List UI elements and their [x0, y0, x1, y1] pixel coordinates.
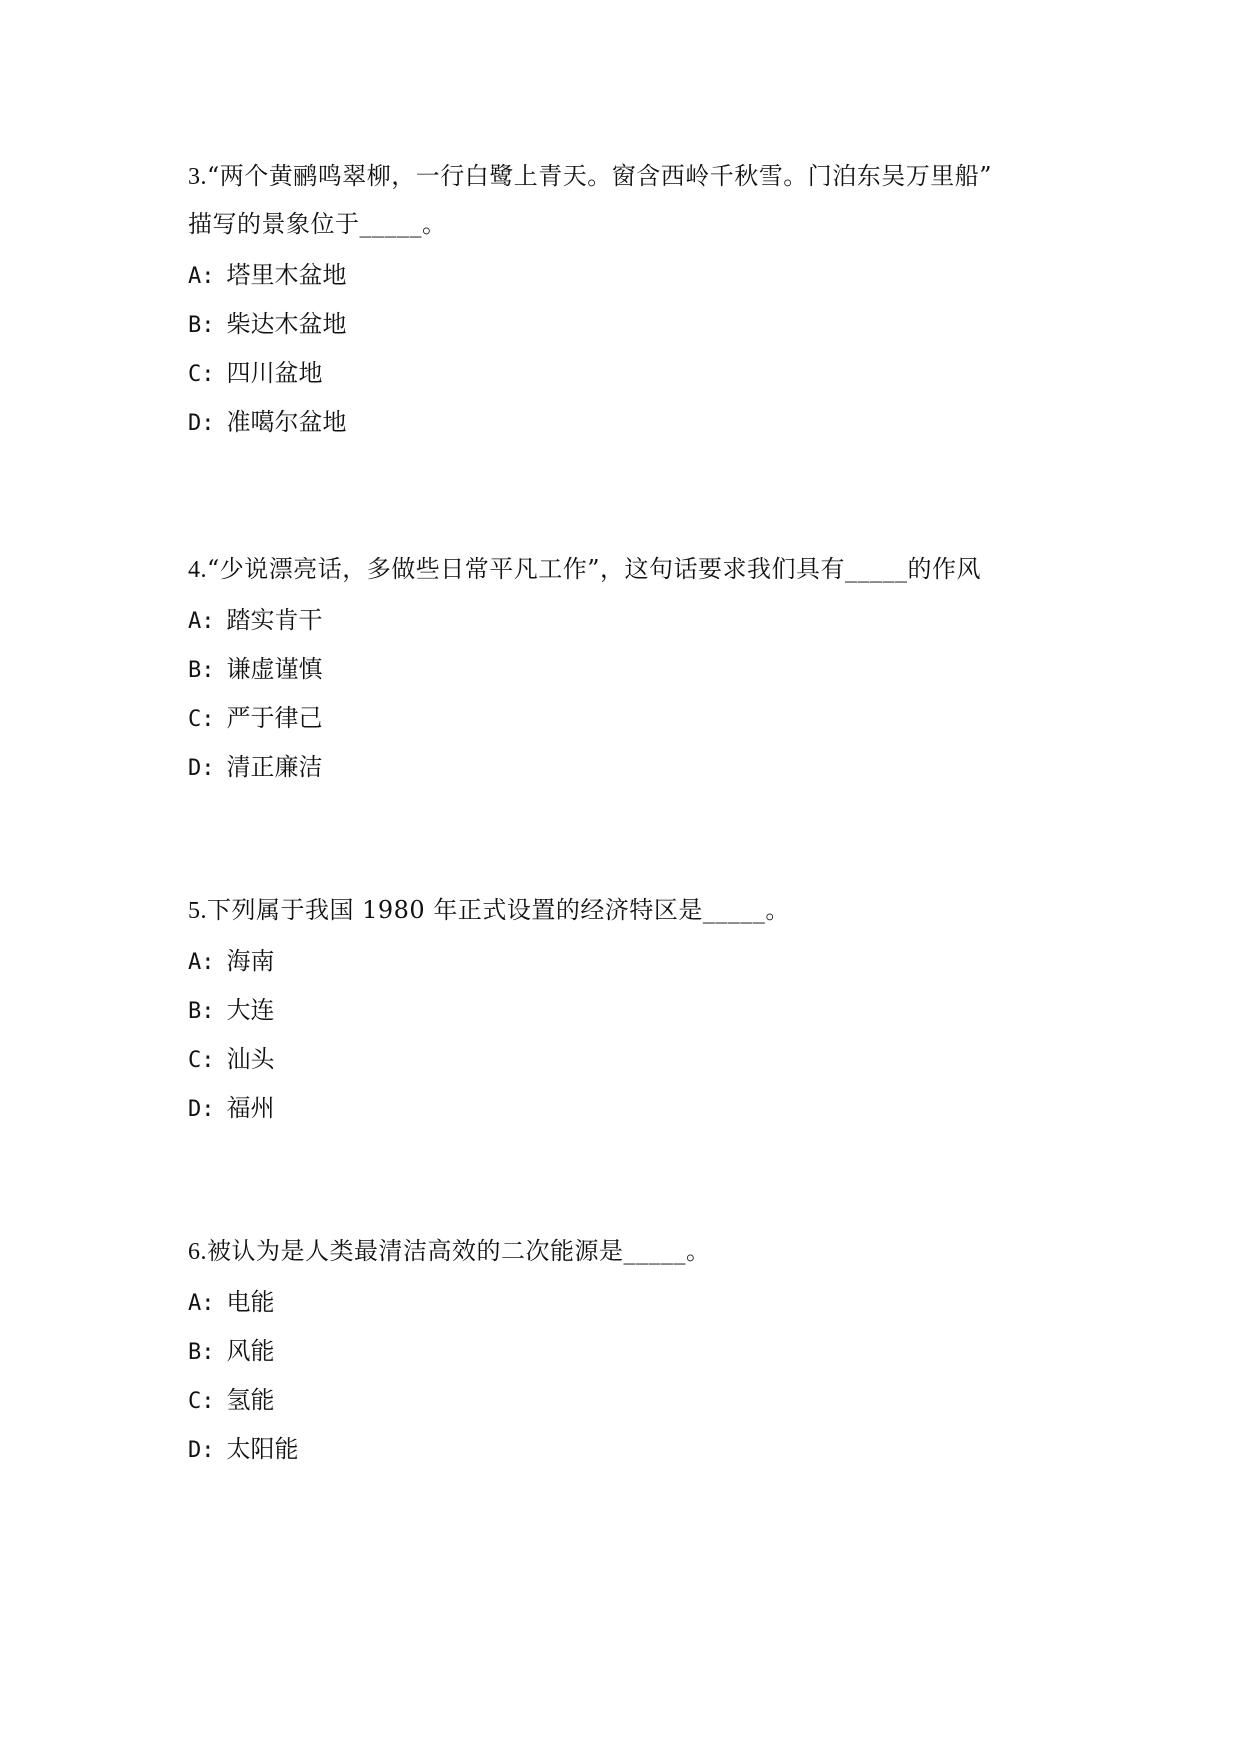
question-stem-line-1: “少说漂亮话，多做些日常平凡工作”，这句话要求我们具有_____的作风 [207, 555, 982, 583]
option-d [188, 1084, 1068, 1133]
option-c [188, 694, 1068, 743]
question-6 [188, 1228, 1068, 1474]
option-letter: A [188, 950, 202, 975]
question-stem-line-2: 描写的景象位于_____。 [188, 210, 447, 238]
option-separator: : [201, 1048, 215, 1073]
option-b [188, 645, 1068, 694]
option-separator: : [201, 609, 215, 634]
option-separator: : [201, 1389, 215, 1414]
option-letter: D [188, 756, 202, 781]
question-stem-line-1: 被认为是人类最清洁高效的二次能源是_____。 [207, 1237, 711, 1265]
option-separator: : [201, 1291, 215, 1316]
option-text: 大连 [226, 996, 275, 1024]
question-number: 6. [188, 1239, 207, 1265]
option-text: 清正廉洁 [226, 753, 323, 781]
option-c [188, 1035, 1068, 1084]
option-separator: : [201, 313, 215, 338]
option-list [188, 251, 1068, 447]
option-letter: A [188, 609, 202, 634]
option-text: 柴达木盆地 [226, 310, 347, 338]
question-stem-line-1: 下列属于我国 1980 年正式设置的经济特区是_____。 [207, 896, 790, 924]
option-text: 电能 [226, 1288, 275, 1316]
option-letter: C [188, 1048, 202, 1073]
option-letter: B [188, 999, 202, 1024]
option-letter: B [188, 658, 202, 683]
option-separator: : [201, 1097, 215, 1122]
option-c [188, 349, 1068, 398]
option-text: 严于律己 [226, 704, 323, 732]
option-separator: : [201, 950, 215, 975]
question-stem [188, 1228, 1068, 1274]
option-separator: : [201, 707, 215, 732]
option-text: 太阳能 [226, 1435, 299, 1463]
option-letter: A [188, 264, 202, 289]
option-separator: : [201, 658, 215, 683]
option-b [188, 986, 1068, 1035]
option-text: 汕头 [226, 1045, 275, 1073]
option-d [188, 1425, 1068, 1474]
option-b [188, 300, 1068, 349]
option-a [188, 1278, 1068, 1327]
option-text: 谦虚谨慎 [226, 655, 323, 683]
question-stem [188, 887, 1068, 933]
option-b [188, 1327, 1068, 1376]
option-text: 氢能 [226, 1386, 275, 1414]
option-a [188, 251, 1068, 300]
question-number: 3. [188, 164, 207, 190]
question-number: 4. [188, 557, 207, 583]
option-letter: D [188, 411, 202, 436]
question-4 [188, 546, 1068, 792]
option-letter: D [188, 1438, 202, 1463]
option-text: 风能 [226, 1337, 275, 1365]
option-a [188, 937, 1068, 986]
option-text: 准噶尔盆地 [226, 408, 347, 436]
option-d [188, 743, 1068, 792]
option-text: 四川盆地 [226, 359, 323, 387]
question-stem [188, 546, 1068, 592]
option-separator: : [201, 999, 215, 1024]
option-letter: C [188, 362, 202, 387]
option-separator: : [201, 756, 215, 781]
question-3 [188, 153, 1068, 447]
question-5 [188, 887, 1068, 1133]
option-c [188, 1376, 1068, 1425]
option-separator: : [201, 264, 215, 289]
question-stem [188, 153, 1068, 199]
option-letter: B [188, 1340, 202, 1365]
option-separator: : [201, 1438, 215, 1463]
option-text: 海南 [226, 947, 275, 975]
option-letter: C [188, 707, 202, 732]
option-text: 塔里木盆地 [226, 261, 347, 289]
option-text: 踏实肯干 [226, 606, 323, 634]
option-list [188, 596, 1068, 792]
option-d [188, 398, 1068, 447]
option-separator: : [201, 1340, 215, 1365]
option-a [188, 596, 1068, 645]
option-separator: : [201, 411, 215, 436]
option-list [188, 1278, 1068, 1474]
option-separator: : [201, 362, 215, 387]
option-letter: B [188, 313, 202, 338]
option-text: 福州 [226, 1094, 275, 1122]
option-letter: D [188, 1097, 202, 1122]
option-list [188, 937, 1068, 1133]
question-number: 5. [188, 898, 207, 924]
question-stem-line-1: “两个黄鹂鸣翠柳，一行白鹭上青天。窗含西岭千秋雪。门泊东吴万里船” [207, 162, 993, 190]
option-letter: A [188, 1291, 202, 1316]
option-letter: C [188, 1389, 202, 1414]
